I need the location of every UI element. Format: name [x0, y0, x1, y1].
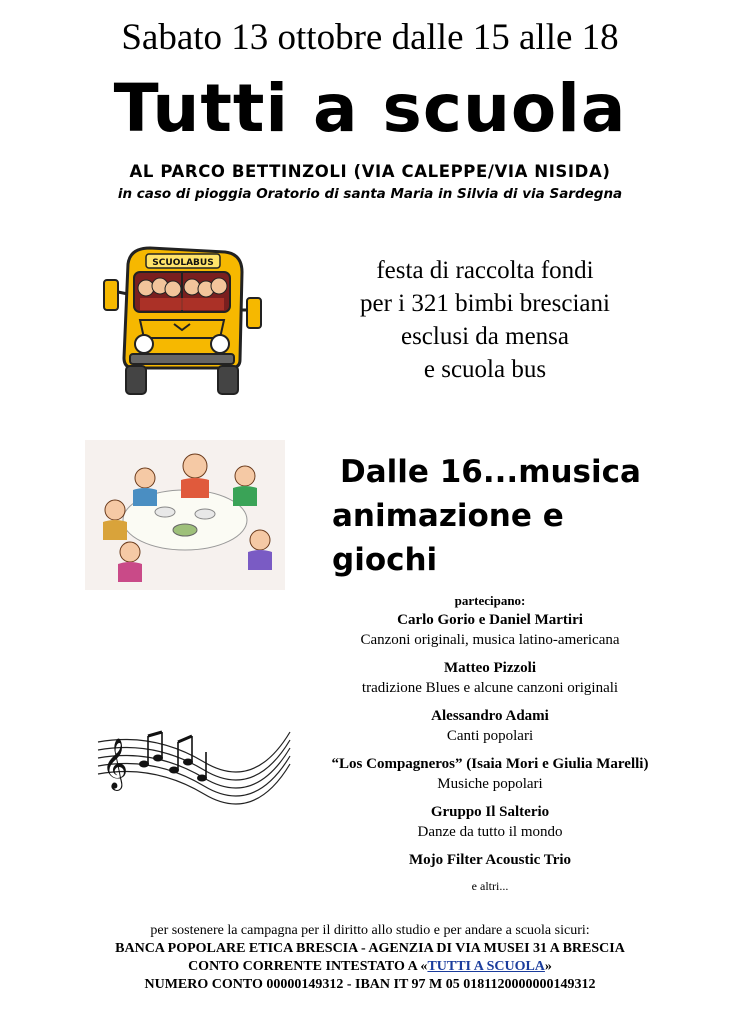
- fundraiser-line: esclusi da mensa: [400, 323, 569, 350]
- list-item: [300, 611, 680, 650]
- fundraiser-line: per i 321 bimbi bresciani: [360, 290, 610, 317]
- participants-header: partecipano:: [454, 593, 526, 608]
- account-holder-suffix: »: [544, 959, 552, 974]
- list-item: [300, 851, 680, 870]
- fundraiser-description: [320, 254, 650, 386]
- music-heading: [326, 450, 666, 582]
- list-item: [300, 659, 680, 698]
- footer-intro: per sostenere la campagna per il diritto allo studio e per andare a scuola sicuri:: [150, 923, 590, 938]
- bus-sign: SCUOLABUS: [152, 258, 214, 268]
- participant-description: Canti popolari: [446, 728, 534, 744]
- bank-name: BANCA POPOLARE ETICA BRESCIA - AGENZIA DI VIA MUSEI 31 A BRESCIA: [115, 941, 625, 956]
- participant-description: Canzoni originali, musica latino-americana: [360, 632, 620, 648]
- fundraiser-line: e scuola bus: [423, 356, 547, 383]
- list-item: [300, 803, 680, 842]
- participant-name: Carlo Gorio e Daniel Martiri: [397, 612, 583, 628]
- music-heading-line1: Dalle 16...musica: [340, 454, 641, 490]
- event-location: AL PARCO BETTINZOLI (VIA CALEPPE/VIA NISIDA): [129, 162, 611, 181]
- participant-description: Musiche popolari: [437, 776, 543, 792]
- list-item: [300, 755, 680, 794]
- participant-name: Alessandro Adami: [431, 708, 549, 724]
- account-holder: [0, 958, 740, 976]
- account-holder-prefix: CONTO CORRENTE INTESTATO A «: [188, 959, 428, 974]
- donation-footer: [0, 922, 740, 994]
- music-notes-illustration: [94, 712, 294, 820]
- participant-name: Mojo Filter Acoustic Trio: [408, 852, 572, 868]
- participant-description: tradizione Blues e alcune canzoni originali: [361, 680, 619, 696]
- participant-name: “Los Compagneros” (Isaia Mori e Giulia Marelli): [331, 756, 649, 772]
- participant-description: Danze da tutto il mondo: [417, 824, 563, 840]
- account-number: NUMERO CONTO 00000149312 - IBAN IT 97 M 05 0181120000000149312: [144, 977, 596, 992]
- participants-list: [300, 593, 680, 894]
- list-item: [300, 707, 680, 746]
- account-holder-link[interactable]: TUTTI A SCUOLA: [427, 959, 545, 974]
- svg-text:𝄞: 𝄞: [102, 738, 129, 789]
- page-title: Tutti a scuola: [113, 70, 627, 147]
- children-table-illustration: [85, 440, 285, 590]
- school-bus-illustration: [100, 242, 265, 402]
- event-date: Sabato 13 ottobre dalle 15 alle 18: [121, 17, 619, 58]
- music-heading-line2: animazione e giochi: [332, 498, 564, 578]
- others-note: e altri...: [471, 879, 509, 893]
- fundraiser-line: festa di raccolta fondi: [376, 257, 594, 284]
- participant-name: Matteo Pizzoli: [443, 660, 537, 676]
- participant-name: Gruppo Il Salterio: [430, 804, 550, 820]
- rain-note: in caso di pioggia Oratorio di santa Maria in Silvia di via Sardegna: [117, 186, 623, 202]
